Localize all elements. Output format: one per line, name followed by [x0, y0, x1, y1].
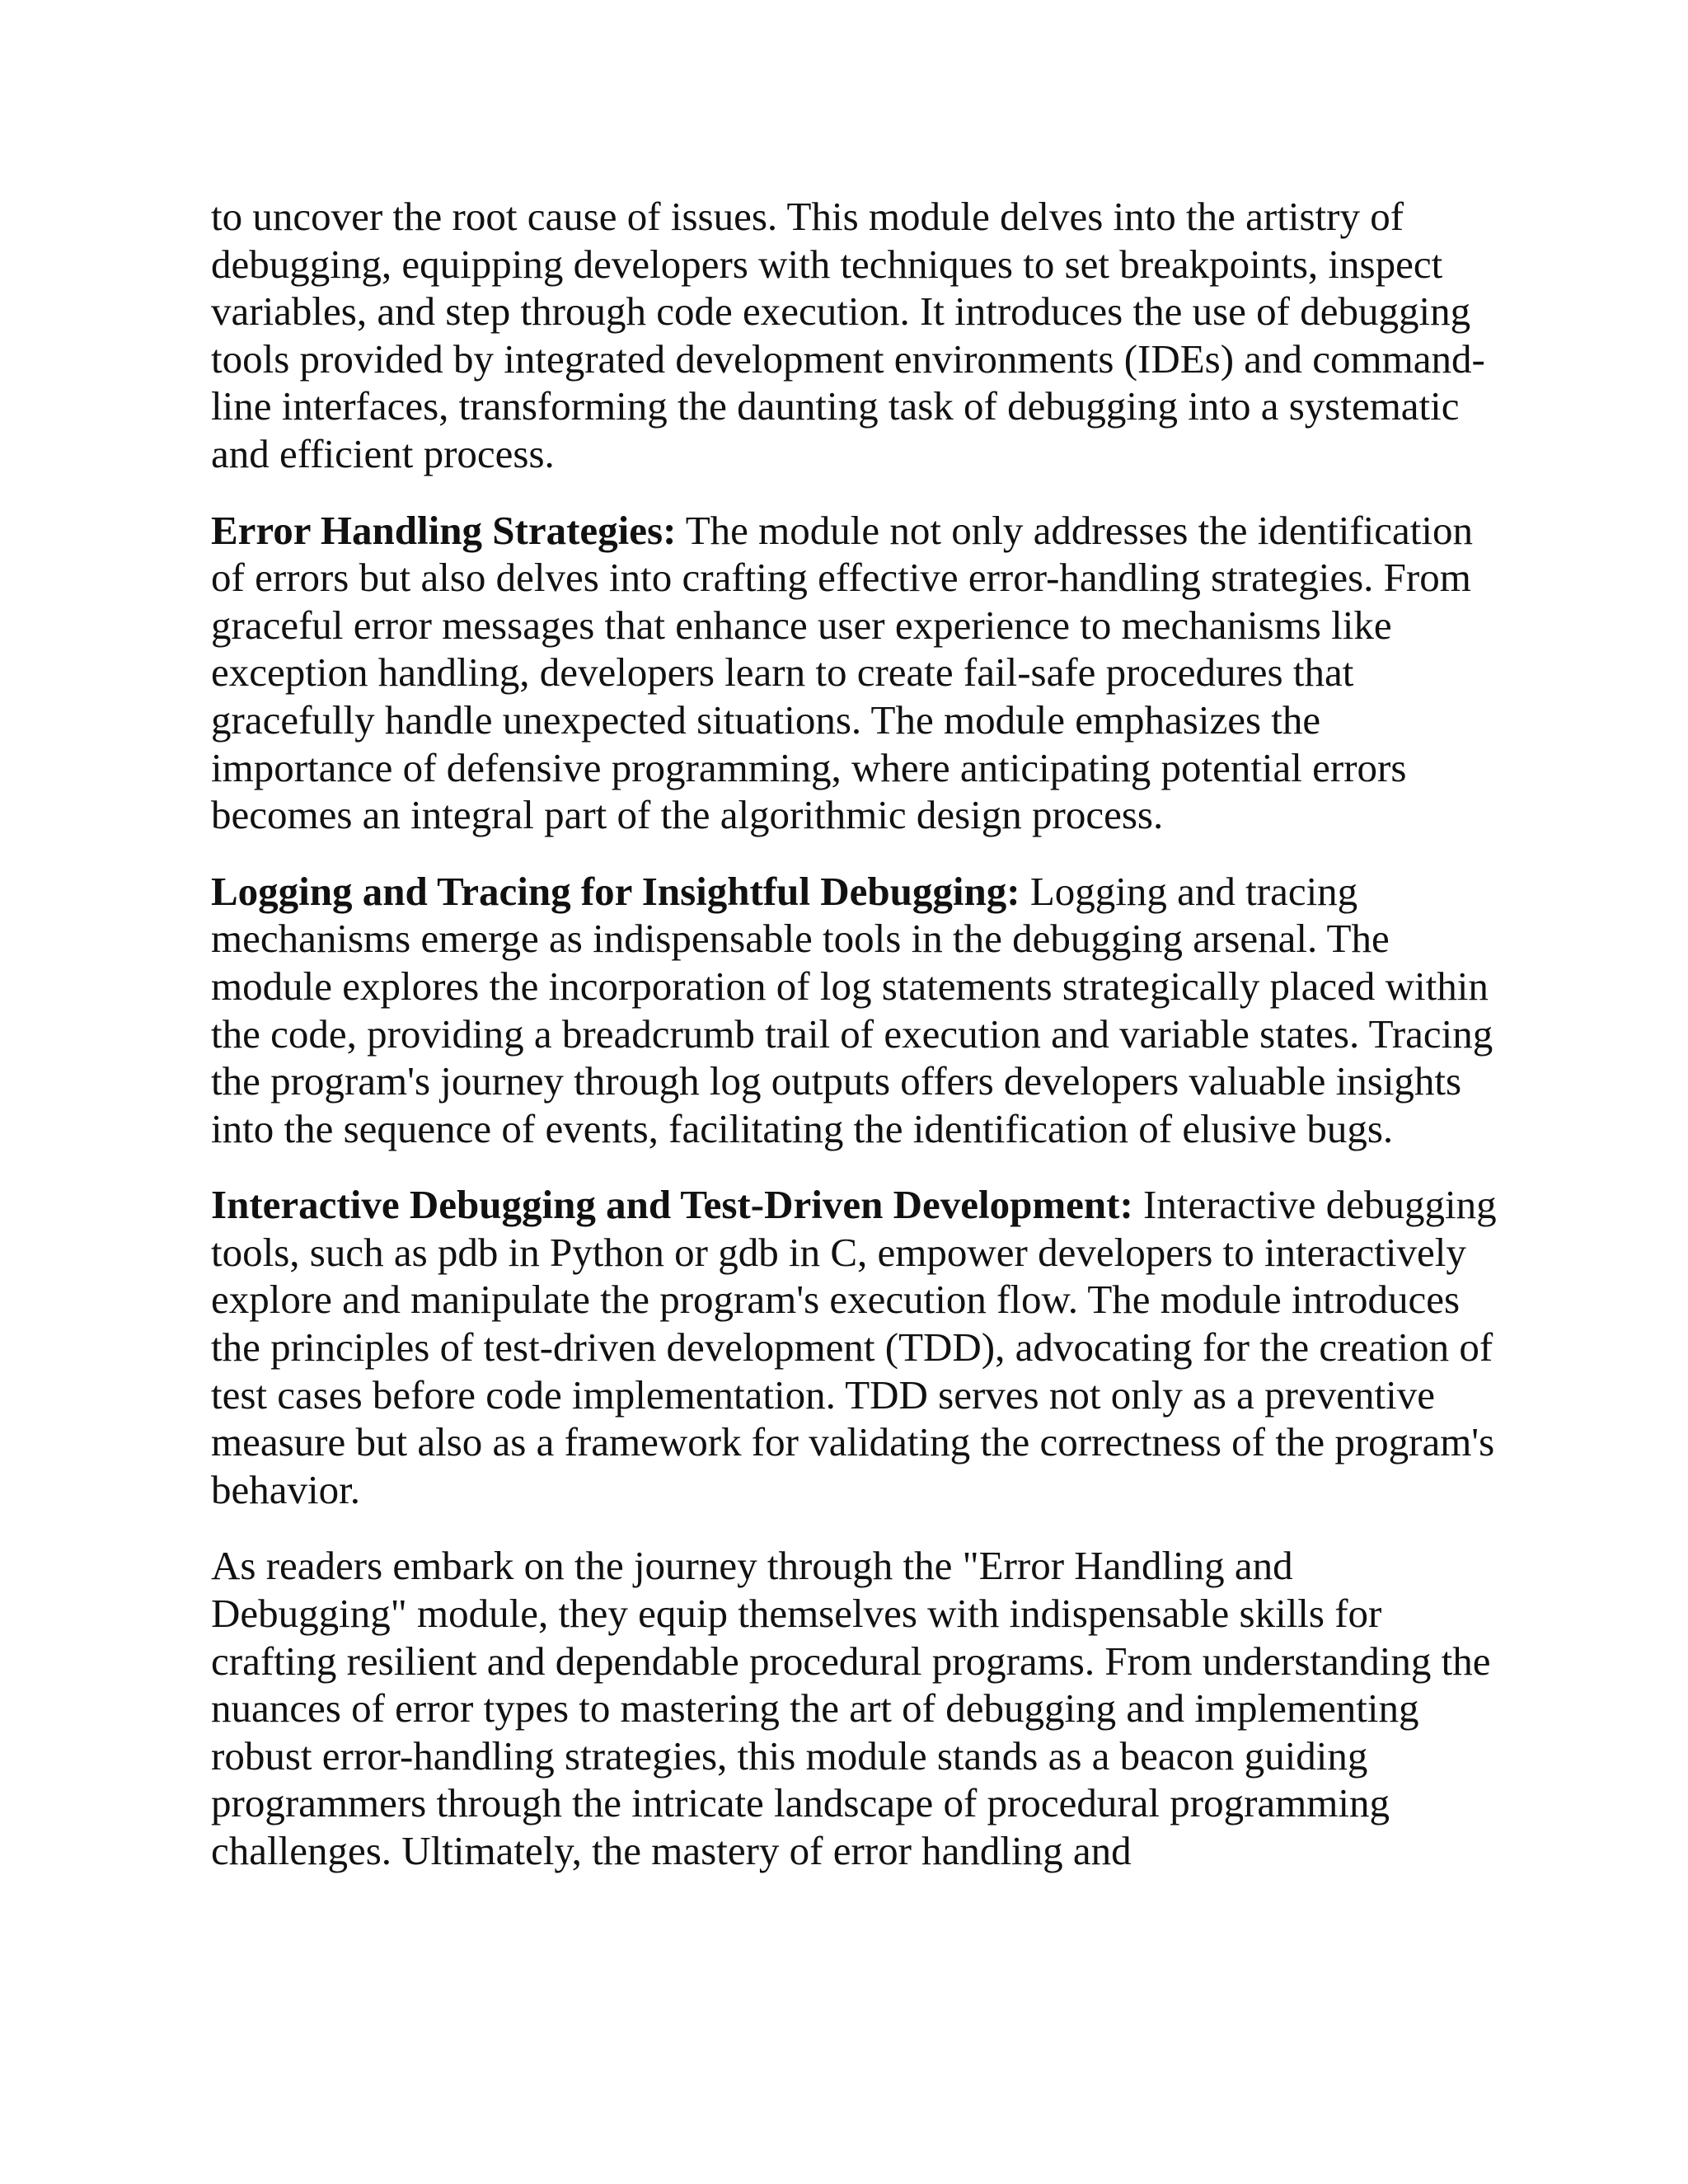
paragraph-logging-tracing [211, 868, 1497, 1153]
paragraph-interactive-debugging-tdd [211, 1181, 1497, 1513]
paragraph-lead: Logging and Tracing for Insightful Debugging: [211, 868, 1020, 914]
paragraph-text: Interactive debugging tools, such as pdb in Python or gdb in C, empower developers to interactively explore and manipulate the program's execution flow. The module introduces the principles of test-driven development (TDD), advocating for the creation of test cases before code implementation. TDD serves not only as a preventive measure but also as a framework for validating the correctness of the program's behavior. [211, 1182, 1497, 1512]
paragraph-text: The module not only addresses the identification of errors but also delves into crafting effective error-handling strategies. From graceful error messages that enhance user experience to mechanisms like exception handling, developers learn to create fail-safe procedures that gracefully handle unexpected situations. The module emphasizes the importance of defensive programming, where anticipating potential errors becomes an integral part of the algorithmic design process. [211, 507, 1474, 838]
paragraph-conclusion [211, 1542, 1497, 1874]
paragraph-lead: Interactive Debugging and Test-Driven Development: [211, 1182, 1133, 1228]
paragraph-lead: Error Handling Strategies: [211, 507, 677, 553]
page-body [211, 193, 1497, 1904]
paragraph-text: As readers embark on the journey through the "Error Handling and Debugging" module, they equip themselves with indispensable skills for crafting resilient and dependable procedural programs. From understanding the nuances of error types to mastering the art of debugging and implementing robust error-handling strategies, this module stands as a beacon guiding programmers through the intricate landscape of procedural programming challenges. Ultimately, the mastery of error handling and [211, 1543, 1491, 1873]
paragraph-debugging-intro [211, 193, 1497, 478]
paragraph-text: Logging and tracing mechanisms emerge as indispensable tools in the debugging arsenal. The module explores the incorporation of log statements strategically placed within the code, providing a breadcrumb trail of execution and variable states. Tracing the program's journey through log outputs offers developers valuable insights into the sequence of events, facilitating the identification of elusive bugs. [211, 868, 1493, 1151]
paragraph-error-handling-strategies [211, 507, 1497, 839]
paragraph-text: to uncover the root cause of issues. This module delves into the artistry of debugging, equipping developers with techniques to set breakpoints, inspect variables, and step through code execution. It introduces the use of debugging tools provided by integrated development environments (IDEs) and command-line interfaces, transforming the daunting task of debugging into a systematic and efficient process. [211, 194, 1485, 476]
